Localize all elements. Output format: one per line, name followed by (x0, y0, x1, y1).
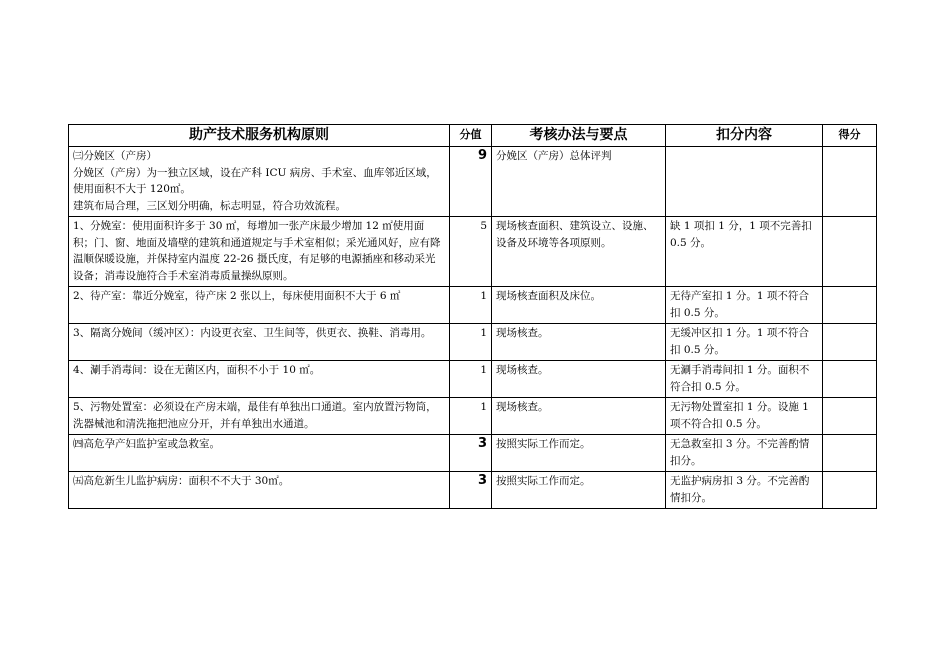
deduction-cell: 无急救室扣 3 分。不完善酌情扣分。 (666, 435, 823, 472)
deduction-cell: 无监护病房扣 3 分。不完善酌情扣分。 (666, 472, 823, 509)
score-cell: 1 (450, 398, 492, 435)
result-cell[interactable] (823, 147, 877, 217)
result-cell[interactable] (823, 287, 877, 324)
header-result: 得分 (823, 125, 877, 147)
header-row (69, 125, 877, 147)
method-cell: 现场核查。 (492, 361, 666, 398)
result-cell[interactable] (823, 217, 877, 287)
deduction-cell: 缺 1 项扣 1 分，1 项不完善扣 0.5 分。 (666, 217, 823, 287)
result-cell[interactable] (823, 324, 877, 361)
principle-cell (69, 361, 450, 398)
method-cell: 现场核查。 (492, 398, 666, 435)
method-cell: 现场核查。 (492, 324, 666, 361)
deduction-cell: 无待产室扣 1 分。1 项不符合扣 0.5 分。 (666, 287, 823, 324)
method-cell: 现场核查面积、建筑设立、设施、设备及环境等各项原则。 (492, 217, 666, 287)
principle-cell (69, 435, 450, 472)
method-cell: 按照实际工作而定。 (492, 472, 666, 509)
table-row (69, 324, 877, 361)
principle-line: 4、涮手消毒间：设在无菌区内，面积不小于 10 ㎡。 (73, 364, 321, 376)
score-cell: 3 (450, 472, 492, 509)
principle-cell (69, 217, 450, 287)
table-row (69, 217, 877, 287)
principle-cell (69, 398, 450, 435)
deduction-cell: 无污物处置室扣 1 分。设施 1 项不符合扣 0.5 分。 (666, 398, 823, 435)
table-row (69, 147, 877, 217)
header-principle: 助产技术服务机构原则 (69, 125, 450, 147)
principle-line: ㈤高危新生儿监护病房：面积不不大于 30㎡。 (73, 475, 290, 487)
principle-cell (69, 287, 450, 324)
method-cell: 分娩区（产房）总体评判 (492, 147, 666, 217)
principle-line: 2、待产室：靠近分娩室，待产床 2 张以上，每床使用面积不大于 6 ㎡ (73, 290, 401, 302)
score-cell: 9 (450, 147, 492, 217)
assessment-table (68, 124, 877, 509)
score-cell: 3 (450, 435, 492, 472)
deduction-cell: 无涮手消毒间扣 1 分。面积不符合扣 0.5 分。 (666, 361, 823, 398)
header-score: 分值 (450, 125, 492, 147)
result-cell[interactable] (823, 398, 877, 435)
deduction-cell: 无缓冲区扣 1 分。1 项不符合扣 0.5 分。 (666, 324, 823, 361)
principle-cell (69, 472, 450, 509)
principle-cell (69, 324, 450, 361)
principle-line: ㈢分娩区（产房） (73, 150, 157, 162)
principle-line: ㈣高危孕产妇监护室或急救室。 (73, 438, 220, 450)
principle-line: 建筑布局合理，三区划分明确，标志明显，符合功效流程。 (73, 199, 346, 212)
method-cell: 按照实际工作而定。 (492, 435, 666, 472)
table-row (69, 361, 877, 398)
principle-line: 分娩区（产房）为一独立区域，设在产科 ICU 病房、手术室、血库邻近区域，使用面积不大于 120㎡。 (73, 166, 437, 195)
table-row (69, 472, 877, 509)
principle-line: 5、污物处置室：必须设在产房末端，最佳有单独出口通道。室内放置污物筒，洗器械池和清洗拖把池应分开，并有单独出水通道。 (73, 401, 437, 430)
score-cell: 1 (450, 324, 492, 361)
principle-line: 3、隔离分娩间（缓冲区）：内设更衣室、卫生间等，供更衣、换鞋、消毒用。 (73, 327, 432, 339)
score-cell: 5 (450, 217, 492, 287)
header-deduction: 扣分内容 (666, 125, 823, 147)
result-cell[interactable] (823, 472, 877, 509)
table-row (69, 398, 877, 435)
result-cell[interactable] (823, 435, 877, 472)
result-cell[interactable] (823, 361, 877, 398)
score-cell: 1 (450, 287, 492, 324)
principle-line: 1、分娩室：使用面积许多于 30 ㎡，每增加一张产床最少增加 12 ㎡使用面积；门、窗、地面及墙壁的建筑和通道规定与手术室相似；采光通风好，应有降温顺保暖设施，并保持室内温度 22-26 摄氏度，有足够的电源插座和移动采光设备；消毒设施符合手术室消毒质量操纵原则。 (73, 220, 441, 282)
table-row (69, 287, 877, 324)
deduction-cell (666, 147, 823, 217)
table-row (69, 435, 877, 472)
score-cell: 1 (450, 361, 492, 398)
method-cell: 现场核查面积及床位。 (492, 287, 666, 324)
header-method: 考核办法与要点 (492, 125, 666, 147)
principle-cell (69, 147, 450, 217)
